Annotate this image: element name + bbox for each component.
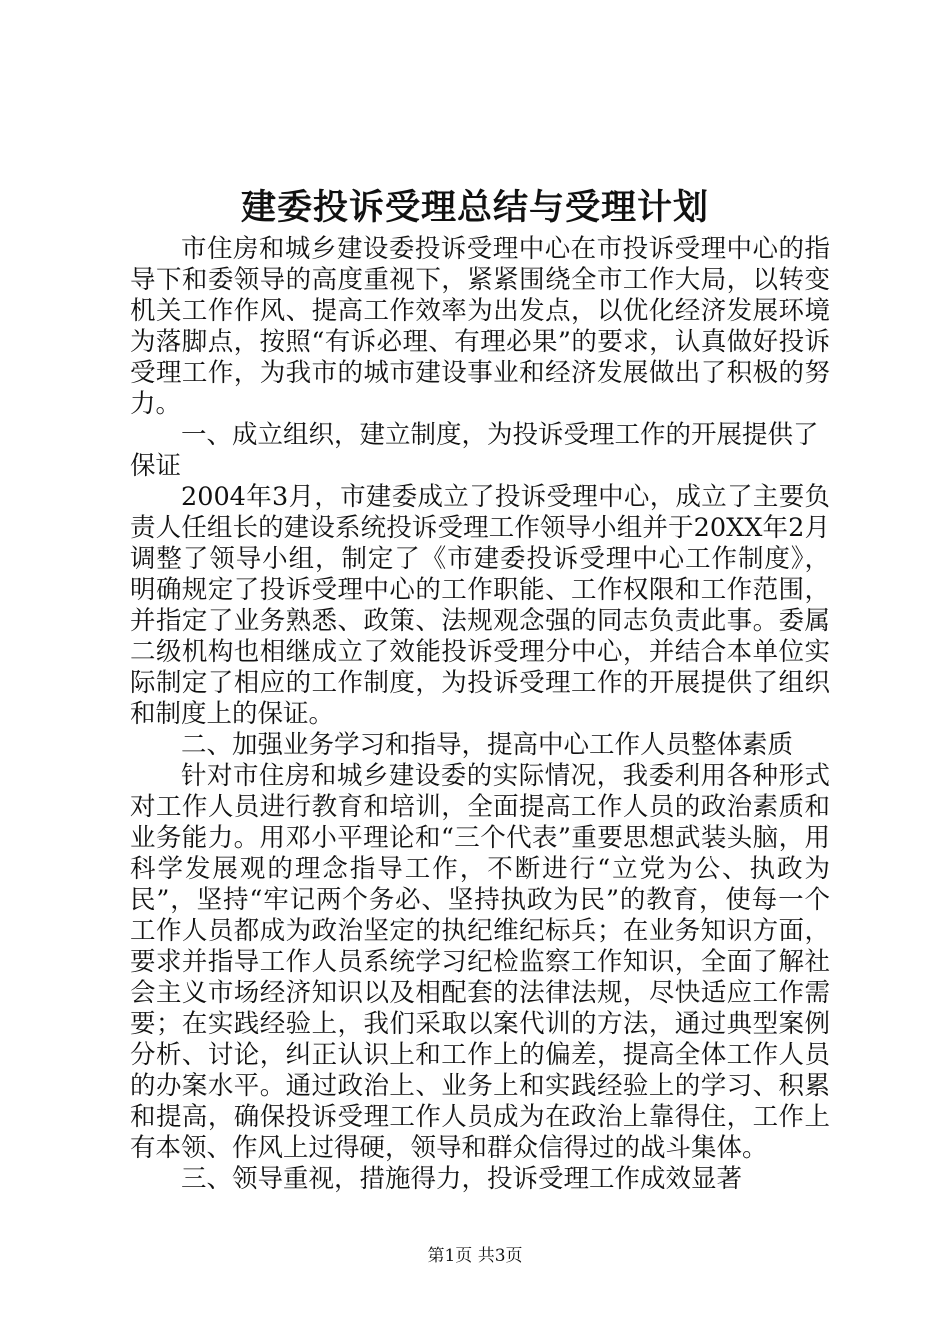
document-body [130, 234, 830, 1195]
page-footer: 第1页 共3页 [427, 1246, 523, 1266]
section-heading-2: 二、加强业务学习和指导，提高中心工作人员整体素质 [181, 730, 794, 760]
document-title: 建委投诉受理总结与受理计划 [240, 187, 709, 228]
section-1-paragraph: 2004年3月，市建委成立了投诉受理中心，成立了主要负责人任组长的建设系统投诉受理工作领导小组并于20XX年2月调整了领导小组，制定了《市建委投诉受理中心工作制度》，明确规定了投诉受理中心的工作职能、工作权限和工作范围，并指定了业务熟悉、政策、法规观念强的同志负责此事。委属二级机构也相继成立了效能投诉受理分中心，并结合本单位实际制定了相应的工作制度，为投诉受理工作的开展提供了组织和制度上的保证。 [130, 482, 830, 729]
intro-paragraph: 市住房和城乡建设委投诉受理中心在市投诉受理中心的指导下和委领导的高度重视下，紧紧围绕全市工作大局，以转变机关工作作风、提高工作效率为出发点，以优化经济发展环境为落脚点，按照“有诉必理、有理必果”的要求，认真做好投诉受理工作，为我市的城市建设事业和经济发展做出了积极的努力。 [130, 234, 830, 419]
section-heading-3: 三、领导重视，措施得力，投诉受理工作成效显著 [181, 1164, 743, 1194]
section-heading-1: 一、成立组织，建立制度，为投诉受理工作的开展提供了保证 [130, 420, 819, 481]
section-2-paragraph: 针对市住房和城乡建设委的实际情况，我委利用各种形式对工作人员进行教育和培训，全面提高工作人员的政治素质和业务能力。用邓小平理论和“三个代表”重要思想武装头脑，用科学发展观的理念指导工作，不断进行“立党为公、执政为民”，坚持“牢记两个务必、坚持执政为民”的教育，使每一个工作人员都成为政治坚定的执纪维纪标兵；在业务知识方面，要求并指导工作人员系统学习纪检监察工作知识，全面了解社会主义市场经济知识以及相配套的法律法规，尽快适应工作需要；在实践经验上，我们采取以案代训的方法，通过典型案例分析、讨论，纠正认识上和工作上的偏差，提高全体工作人员的办案水平。通过政治上、业务上和实践经验上的学习、积累和提高，确保投诉受理工作人员成为在政治上靠得住，工作上有本领、作风上过得硬，领导和群众信得过的战斗集体。 [130, 761, 830, 1163]
